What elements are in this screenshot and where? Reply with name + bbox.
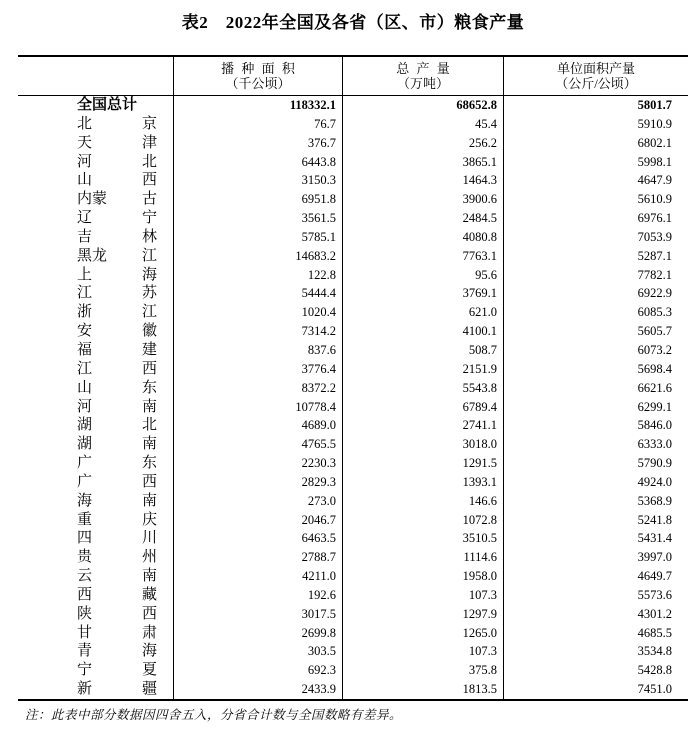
sown-area-value: 2046.7 — [173, 511, 342, 530]
region-name — [18, 171, 173, 190]
region-name — [18, 341, 173, 360]
sown-area-value: 4211.0 — [173, 567, 342, 586]
region-name — [18, 247, 173, 266]
region-name: 全国总计 — [77, 97, 138, 113]
total-output-value: 1291.5 — [342, 454, 503, 473]
sown-area-value: 2230.3 — [173, 454, 342, 473]
yield-value: 6621.6 — [503, 379, 688, 398]
total-output-value: 68652.8 — [342, 96, 503, 115]
region-name-leading: 西 — [77, 586, 93, 603]
header-yield-title: 单位面积产量 — [556, 61, 635, 76]
table-row — [18, 473, 688, 492]
region-name-leading: 甘 — [77, 624, 93, 641]
region-name — [18, 360, 173, 379]
sown-area-value: 3561.5 — [173, 209, 342, 228]
region-name — [18, 492, 173, 511]
total-output-value: 5543.8 — [342, 379, 503, 398]
region-name — [18, 529, 173, 548]
region-name-trailing: 西 — [141, 605, 157, 622]
total-output-value: 6789.4 — [342, 398, 503, 417]
table-title: 表2 2022年全国及各省（区、市）粮食产量 — [181, 13, 525, 32]
region-name — [18, 624, 173, 643]
region-name — [18, 134, 173, 153]
sown-area-value: 76.7 — [173, 115, 342, 134]
total-output-value: 1297.9 — [342, 605, 503, 624]
region-name-leading: 湖 — [77, 436, 93, 453]
region-name-leading: 上 — [77, 266, 93, 283]
region-name-trailing: 肃 — [141, 624, 157, 641]
region-name-leading: 河 — [77, 398, 93, 415]
region-name-leading: 海 — [77, 492, 93, 509]
region-name — [18, 209, 173, 228]
yield-value: 5605.7 — [503, 322, 688, 341]
region-name — [18, 190, 173, 209]
yield-value: 6922.9 — [503, 284, 688, 303]
table-row — [18, 642, 688, 661]
region-name-trailing: 夏 — [141, 662, 157, 679]
table-row — [18, 228, 688, 247]
total-output-value: 2151.9 — [342, 360, 503, 379]
header-yield-unit: （公斤/公顷） — [555, 76, 637, 91]
region-name-trailing: 南 — [141, 492, 157, 509]
table-header-row — [18, 57, 688, 96]
table-body — [18, 96, 688, 699]
sown-area-value: 303.5 — [173, 642, 342, 661]
region-name-leading: 湖 — [77, 417, 93, 434]
total-output-value: 1114.6 — [342, 548, 503, 567]
yield-value: 6073.2 — [503, 341, 688, 360]
total-output-value: 3900.6 — [342, 190, 503, 209]
table-row — [18, 266, 688, 285]
total-output-value: 508.7 — [342, 341, 503, 360]
region-name-trailing: 林 — [141, 228, 157, 245]
total-output-value: 146.6 — [342, 492, 503, 511]
region-name — [18, 379, 173, 398]
region-name-leading: 广 — [77, 455, 93, 472]
yield-value: 7782.1 — [503, 266, 688, 285]
region-name-trailing: 川 — [141, 530, 157, 547]
header-yield — [503, 57, 688, 95]
region-name-trailing: 宁 — [141, 210, 157, 227]
sown-area-value: 4689.0 — [173, 416, 342, 435]
region-name-trailing: 北 — [141, 417, 157, 434]
region-name — [18, 303, 173, 322]
sown-area-value: 273.0 — [173, 492, 342, 511]
region-name — [18, 680, 173, 699]
total-output-value: 95.6 — [342, 266, 503, 285]
region-name-trailing: 南 — [141, 398, 157, 415]
table-footnote: 注：此表中部分数据因四舍五入，分省合计数与全国数略有差异。 — [25, 708, 403, 722]
yield-value: 5368.9 — [503, 492, 688, 511]
sown-area-value: 14683.2 — [173, 247, 342, 266]
sown-area-value: 4765.5 — [173, 435, 342, 454]
region-name-trailing: 藏 — [141, 586, 157, 603]
total-output-value: 7763.1 — [342, 247, 503, 266]
yield-value: 5846.0 — [503, 416, 688, 435]
region-name-leading: 内蒙 — [77, 191, 108, 208]
total-output-value: 107.3 — [342, 586, 503, 605]
region-name — [18, 642, 173, 661]
total-output-value: 1393.1 — [342, 473, 503, 492]
total-output-value: 1265.0 — [342, 624, 503, 643]
region-name — [18, 473, 173, 492]
yield-value: 5610.9 — [503, 190, 688, 209]
sown-area-value: 5444.4 — [173, 284, 342, 303]
sown-area-value: 376.7 — [173, 134, 342, 153]
total-output-value: 3769.1 — [342, 284, 503, 303]
region-name-trailing: 建 — [141, 341, 157, 358]
region-name — [18, 548, 173, 567]
table-row — [18, 398, 688, 417]
sown-area-value: 692.3 — [173, 661, 342, 680]
region-name — [18, 284, 173, 303]
region-name-trailing: 西 — [141, 473, 157, 490]
table-row — [18, 435, 688, 454]
sown-area-value: 2699.8 — [173, 624, 342, 643]
yield-value: 7053.9 — [503, 228, 688, 247]
table-row — [18, 153, 688, 172]
region-name-trailing: 东 — [141, 379, 157, 396]
sown-area-value: 2433.9 — [173, 680, 342, 699]
region-name-leading: 天 — [77, 134, 93, 151]
region-name-trailing: 北 — [141, 153, 157, 170]
yield-value: 5910.9 — [503, 115, 688, 134]
table-row — [18, 680, 688, 699]
table-row — [18, 303, 688, 322]
header-total-output — [342, 57, 503, 95]
table-row — [18, 529, 688, 548]
sown-area-value: 1020.4 — [173, 303, 342, 322]
table-row — [18, 322, 688, 341]
yield-value: 6333.0 — [503, 435, 688, 454]
region-name-leading: 山 — [77, 172, 93, 189]
table-row — [18, 661, 688, 680]
header-total-output-unit: （万吨） — [396, 76, 449, 91]
table-row — [18, 624, 688, 643]
total-output-value: 4100.1 — [342, 322, 503, 341]
region-name-leading: 贵 — [77, 549, 93, 566]
region-name — [18, 416, 173, 435]
yield-value: 6085.3 — [503, 303, 688, 322]
sown-area-value: 6443.8 — [173, 153, 342, 172]
total-output-value: 3865.1 — [342, 153, 503, 172]
yield-value: 5698.4 — [503, 360, 688, 379]
sown-area-value: 6951.8 — [173, 190, 342, 209]
sown-area-value: 837.6 — [173, 341, 342, 360]
total-output-value: 1813.5 — [342, 680, 503, 699]
yield-value: 4301.2 — [503, 605, 688, 624]
region-name-trailing: 徽 — [141, 323, 157, 340]
total-output-value: 256.2 — [342, 134, 503, 153]
total-output-value: 621.0 — [342, 303, 503, 322]
yield-value: 3534.8 — [503, 642, 688, 661]
table-row — [18, 115, 688, 134]
yield-value: 4647.9 — [503, 171, 688, 190]
yield-value: 5428.8 — [503, 661, 688, 680]
yield-value: 4685.5 — [503, 624, 688, 643]
region-name-leading: 陕 — [77, 605, 93, 622]
table-row — [18, 511, 688, 530]
total-output-value: 3018.0 — [342, 435, 503, 454]
total-output-value: 4080.8 — [342, 228, 503, 247]
table-row — [18, 567, 688, 586]
yield-value: 6299.1 — [503, 398, 688, 417]
region-name-trailing: 州 — [141, 549, 157, 566]
region-name-trailing: 南 — [141, 568, 157, 585]
table-row — [18, 341, 688, 360]
yield-value: 6976.1 — [503, 209, 688, 228]
region-name — [18, 586, 173, 605]
table-row — [18, 247, 688, 266]
region-name-trailing: 江 — [141, 247, 157, 264]
table-row — [18, 586, 688, 605]
total-output-value: 375.8 — [342, 661, 503, 680]
yield-value: 5790.9 — [503, 454, 688, 473]
region-name-trailing: 古 — [141, 191, 157, 208]
total-output-value: 3510.5 — [342, 529, 503, 548]
sown-area-value: 192.6 — [173, 586, 342, 605]
table-row — [18, 209, 688, 228]
sown-area-value: 6463.5 — [173, 529, 342, 548]
region-name-leading: 四 — [77, 530, 93, 547]
region-name-trailing: 庆 — [141, 511, 157, 528]
table-row — [18, 605, 688, 624]
table-row — [18, 548, 688, 567]
total-output-value: 107.3 — [342, 642, 503, 661]
region-name-leading: 重 — [77, 511, 93, 528]
table-row — [18, 492, 688, 511]
region-name-trailing: 海 — [141, 266, 157, 283]
region-name-leading: 浙 — [77, 304, 93, 321]
total-output-value: 2484.5 — [342, 209, 503, 228]
total-output-value: 1072.8 — [342, 511, 503, 530]
region-name-leading: 宁 — [77, 662, 93, 679]
table-row — [18, 416, 688, 435]
region-name-trailing: 海 — [141, 643, 157, 660]
region-name-leading: 江 — [77, 285, 93, 302]
region-name-trailing: 津 — [141, 134, 157, 151]
table-row — [18, 284, 688, 303]
sown-area-value: 3776.4 — [173, 360, 342, 379]
region-name-leading: 辽 — [77, 210, 93, 227]
yield-value: 5801.7 — [503, 96, 688, 115]
region-name-trailing: 江 — [141, 304, 157, 321]
region-name-leading: 青 — [77, 643, 93, 660]
region-name — [18, 115, 173, 134]
region-name — [18, 454, 173, 473]
yield-value: 6802.1 — [503, 134, 688, 153]
header-region-blank — [18, 57, 173, 95]
table-row — [18, 190, 688, 209]
table-row — [18, 134, 688, 153]
yield-value: 5998.1 — [503, 153, 688, 172]
region-name-trailing: 京 — [141, 115, 157, 132]
region-name — [18, 567, 173, 586]
region-name-leading: 河 — [77, 153, 93, 170]
header-sown-area-unit: （千公顷） — [225, 76, 291, 91]
yield-value: 4924.0 — [503, 473, 688, 492]
sown-area-value: 122.8 — [173, 266, 342, 285]
region-name-trailing: 南 — [141, 436, 157, 453]
region-name-trailing: 苏 — [141, 285, 157, 302]
header-total-output-title: 总 产 量 — [396, 61, 450, 76]
region-name-leading: 广 — [77, 473, 93, 490]
sown-area-value: 7314.2 — [173, 322, 342, 341]
yield-value: 5241.8 — [503, 511, 688, 530]
region-name-leading: 吉 — [77, 228, 93, 245]
sown-area-value: 3017.5 — [173, 605, 342, 624]
region-name-trailing: 西 — [141, 172, 157, 189]
table-row — [18, 360, 688, 379]
region-name — [18, 605, 173, 624]
total-output-value: 45.4 — [342, 115, 503, 134]
yield-value: 5431.4 — [503, 529, 688, 548]
total-output-value: 1958.0 — [342, 567, 503, 586]
sown-area-value: 2829.3 — [173, 473, 342, 492]
region-name — [18, 153, 173, 172]
sown-area-value: 118332.1 — [173, 96, 342, 115]
sown-area-value: 5785.1 — [173, 228, 342, 247]
region-name-leading: 福 — [77, 341, 93, 358]
region-name — [18, 322, 173, 341]
yield-value: 7451.0 — [503, 680, 688, 699]
total-output-value: 1464.3 — [342, 171, 503, 190]
yield-value: 5287.1 — [503, 247, 688, 266]
region-name — [18, 398, 173, 417]
sown-area-value: 8372.2 — [173, 379, 342, 398]
header-sown-area — [173, 57, 342, 95]
region-name — [18, 266, 173, 285]
grain-production-table — [18, 55, 688, 701]
table-row-national-total — [18, 96, 688, 115]
region-name-trailing: 西 — [141, 360, 157, 377]
region-name — [18, 228, 173, 247]
region-name-trailing: 东 — [141, 455, 157, 472]
region-name-leading: 黑龙 — [77, 247, 108, 264]
header-sown-area-title: 播 种 面 积 — [221, 61, 295, 76]
region-name-leading: 新 — [77, 681, 93, 698]
table-row — [18, 454, 688, 473]
region-name-leading: 山 — [77, 379, 93, 396]
region-name — [18, 661, 173, 680]
sown-area-value: 10778.4 — [173, 398, 342, 417]
region-name-trailing: 疆 — [141, 681, 157, 698]
region-name-leading: 北 — [77, 115, 93, 132]
sown-area-value: 3150.3 — [173, 171, 342, 190]
sown-area-value: 2788.7 — [173, 548, 342, 567]
region-name-leading: 云 — [77, 568, 93, 585]
region-name — [18, 435, 173, 454]
yield-value: 4649.7 — [503, 567, 688, 586]
total-output-value: 2741.1 — [342, 416, 503, 435]
region-name-leading: 江 — [77, 360, 93, 377]
table-row — [18, 171, 688, 190]
region-name — [18, 511, 173, 530]
yield-value: 5573.6 — [503, 586, 688, 605]
yield-value: 3997.0 — [503, 548, 688, 567]
region-name-leading: 安 — [77, 323, 93, 340]
table-row — [18, 379, 688, 398]
